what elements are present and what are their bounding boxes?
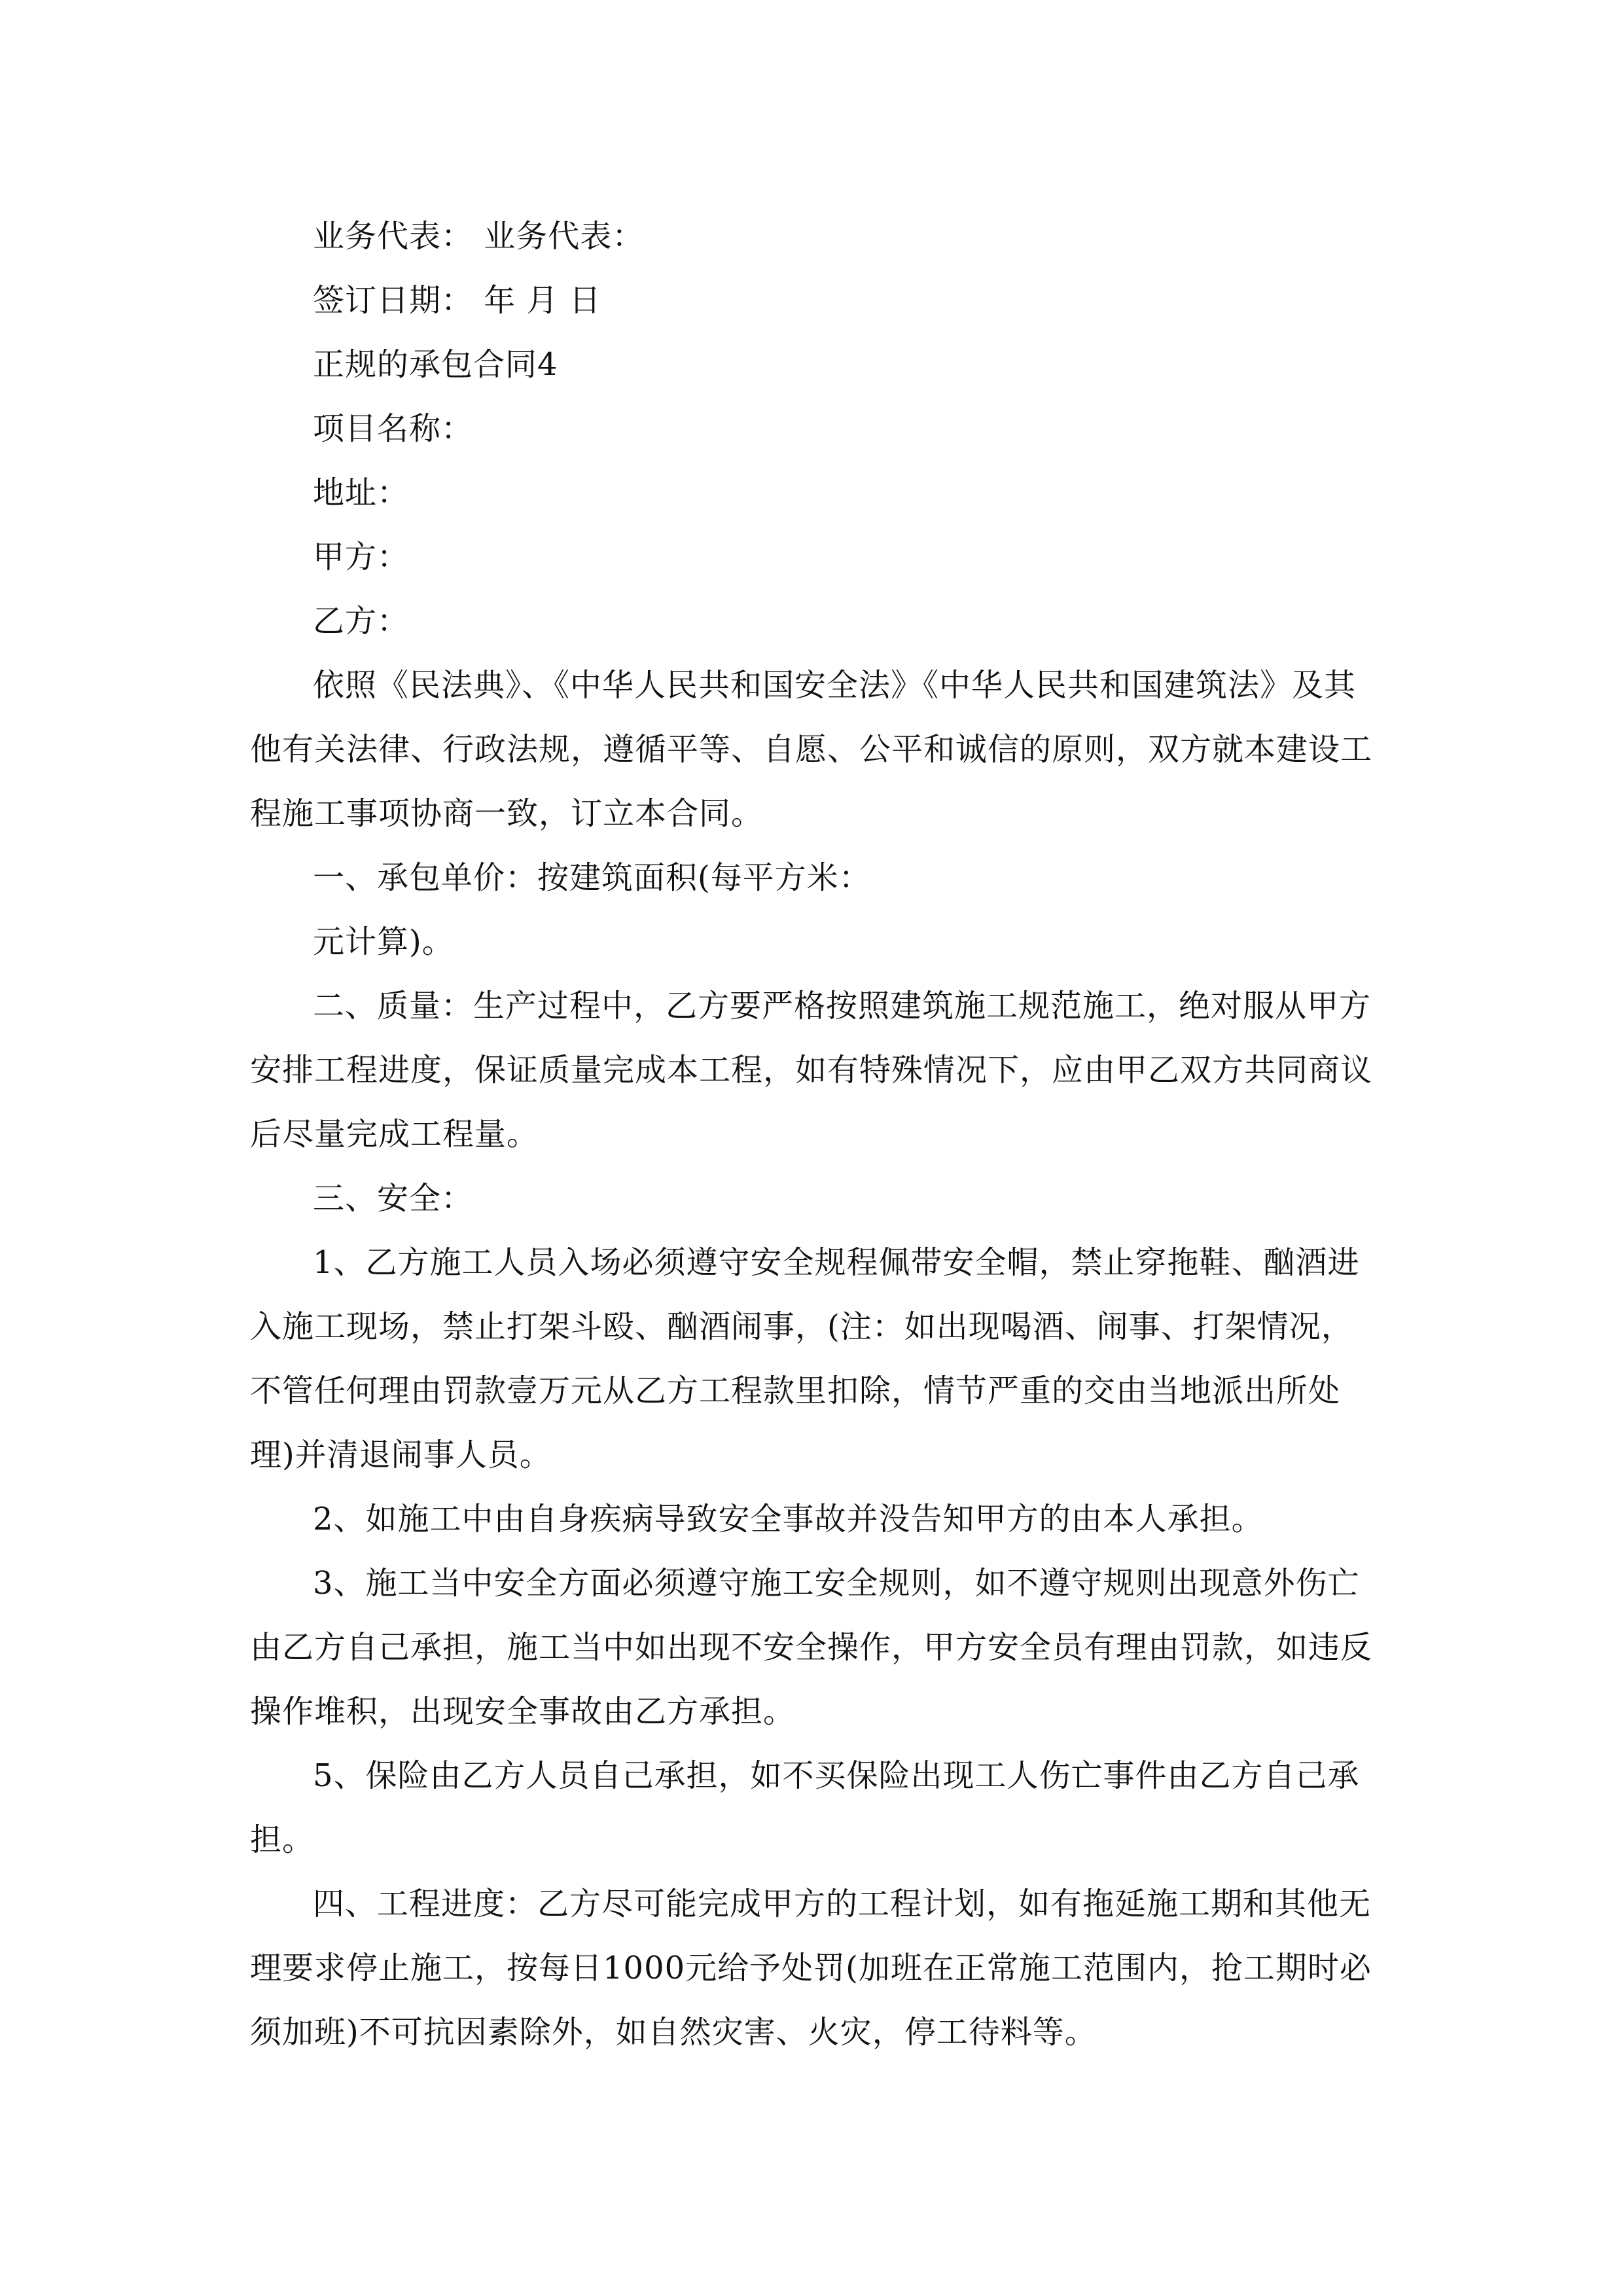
paragraph-safety-item-2: 2、如施工中由自身疾病导致安全事故并没告知甲方的由本人承担。	[313, 1501, 1264, 1537]
paragraph-safety-item-1: 1、乙方施工人员入场必须遵守安全规程佩带安全帽，禁止穿拖鞋、酗酒进入施工现场，禁止打架斗殴、酗酒闹事，(注：如出现喝酒、闹事、打架情况，不管任何理由罚款壹万元从乙方工程款里扣除，情节严重的交由当地派出所处理)并清退闹事人员。	[250, 1244, 1360, 1473]
paragraph-business-representative: 业务代表： 业务代表：	[313, 218, 645, 255]
paragraph-safety-heading: 三、安全：	[313, 1180, 474, 1217]
paragraph-unit-price: 一、承包单价：按建筑面积(每平方米：	[313, 859, 871, 896]
paragraph-contract-title: 正规的承包合同4	[313, 346, 558, 383]
document-body	[250, 204, 1374, 2064]
paragraph-legal-basis: 依照《民法典》、《中华人民共和国安全法》《中华人民共和国建筑法》及其他有关法律、行政法规，遵循平等、自愿、公平和诚信的原则，双方就本建设工程施工事项协商一致，订立本合同。	[250, 667, 1373, 832]
paragraph-signing-date: 签订日期： 年 月 日	[313, 282, 601, 319]
paragraph-project-progress: 四、工程进度：乙方尽可能完成甲方的工程计划，如有拖延施工期和其他无理要求停止施工，按每日1000元给予处罚(加班在正常施工范围内，抢工期时必须加班)不可抗因素除外，如自然灾害、火灾，停工待料等。	[250, 1886, 1372, 2051]
paragraph-party-b: 乙方：	[313, 603, 410, 639]
paragraph-party-a: 甲方：	[313, 539, 410, 575]
paragraph-price-calculation: 元计算)。	[313, 924, 454, 960]
paragraph-quality: 二、质量：生产过程中，乙方要严格按照建筑施工规范施工，绝对服从甲方安排工程进度，保证质量完成本工程，如有特殊情况下，应由甲乙双方共同商议后尽量完成工程量。	[250, 988, 1373, 1153]
paragraph-safety-item-5: 5、保险由乙方人员自己承担，如不买保险出现工人伤亡事件由乙方自己承担。	[250, 1757, 1360, 1858]
paragraph-project-name: 项目名称：	[313, 410, 474, 447]
paragraph-safety-item-3: 3、施工当中安全方面必须遵守施工安全规则，如不遵守规则出现意外伤亡由乙方自己承担，施工当中如出现不安全操作，甲方安全员有理由罚款，如违反操作堆积，出现安全事故由乙方承担。	[250, 1565, 1373, 1730]
paragraph-address: 地址：	[313, 475, 410, 511]
